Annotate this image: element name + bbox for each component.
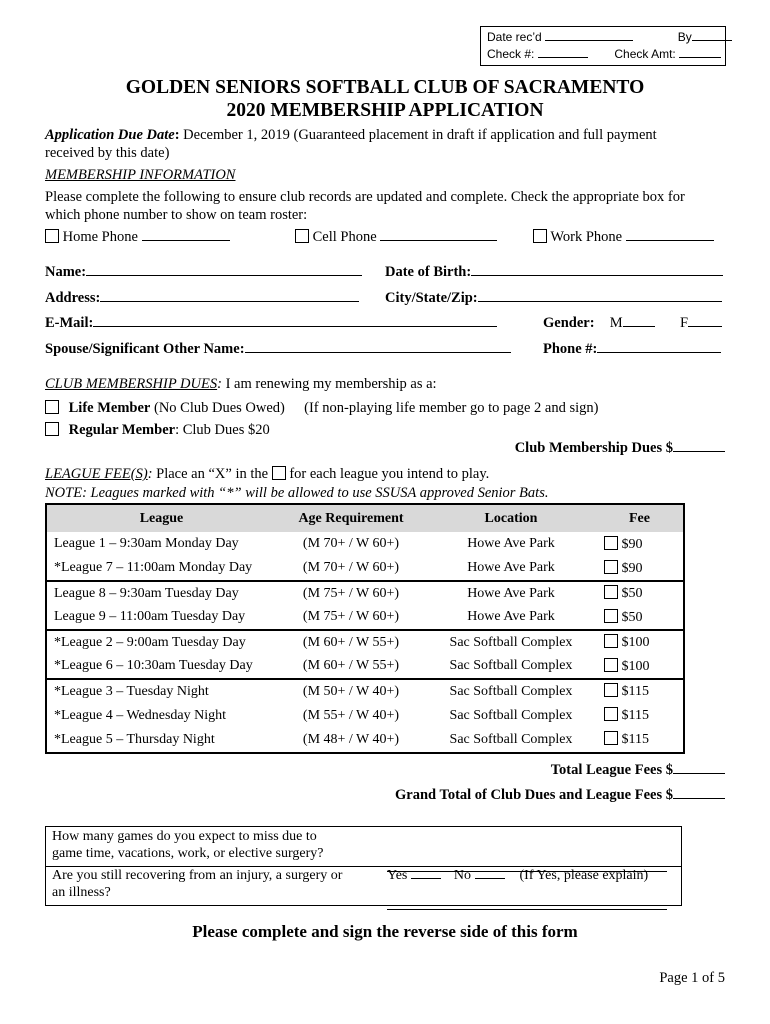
league-location: Howe Ave Park — [426, 581, 596, 606]
due-date-text: December 1, 2019 (Guaranteed placement in draft if application and full payment — [183, 127, 657, 143]
col-fee: Fee — [629, 510, 650, 526]
table-row — [46, 655, 684, 680]
membership-heading: MEMBERSHIP INFORMATION — [45, 167, 236, 183]
address-label: Address: — [45, 290, 101, 306]
spouse-phone-field[interactable] — [597, 352, 721, 353]
league-fee-checkbox[interactable] — [604, 585, 618, 599]
league-fee-checkbox[interactable] — [604, 609, 618, 623]
date-recd-field[interactable] — [545, 40, 633, 41]
gender-m-field[interactable] — [623, 326, 655, 327]
q1-line-1: How many games do you expect to miss due to — [52, 829, 317, 844]
questions-box — [45, 826, 682, 906]
col-location: Location — [484, 510, 538, 526]
q2-yes-no-row — [387, 868, 648, 884]
league-table — [45, 503, 685, 754]
city-state-zip-field[interactable] — [478, 301, 722, 302]
league-fee: $50 — [621, 609, 643, 625]
table-row — [46, 704, 684, 729]
league-fee-checkbox[interactable] — [604, 560, 618, 574]
address-field[interactable] — [100, 301, 359, 302]
club-dues-total-label: Club Membership Dues $ — [514, 440, 673, 456]
grand-total-label: Grand Total of Club Dues and League Fees $ — [395, 787, 673, 803]
cell-phone-option — [295, 229, 497, 246]
table-row — [46, 606, 684, 631]
league-location: Sac Softball Complex — [449, 731, 573, 747]
col-league: League — [139, 510, 184, 526]
league-age: (M 50+ / W 40+) — [276, 679, 426, 704]
life-member-label: Life Member — [68, 400, 151, 416]
league-fee: $115 — [621, 684, 649, 700]
league-fee: $115 — [621, 732, 649, 748]
league-fee-checkbox[interactable] — [604, 536, 618, 550]
page-number: Page 1 of 5 — [659, 970, 725, 986]
cell-phone-field[interactable] — [380, 240, 497, 241]
league-age: (M 60+ / W 55+) — [276, 630, 426, 655]
league-fees-instr-box — [272, 466, 286, 480]
city-state-zip-row — [385, 290, 722, 307]
q2-yes-field[interactable] — [411, 878, 441, 879]
sign-reverse-note: Please complete and sign the reverse side of this form — [192, 922, 578, 941]
dues-renewing-text: I am renewing my membership as a: — [225, 376, 437, 392]
league-name: *League 7 – 11:00am Monday Day — [54, 560, 253, 576]
league-age: (M 48+ / W 40+) — [302, 731, 400, 747]
league-fee: $115 — [621, 708, 649, 724]
league-age: (M 75+ / W 60+) — [276, 581, 426, 606]
q2-line-1: Are you still recovering from an injury, a surgery or — [52, 868, 343, 883]
gender-f-field[interactable] — [688, 326, 722, 327]
work-phone-label: Work Phone — [550, 229, 623, 245]
by-label: By — [677, 30, 692, 44]
address-row — [45, 290, 359, 307]
league-fees-heading-row — [45, 466, 489, 483]
league-name: League 8 – 9:30am Tuesday Day — [46, 581, 276, 606]
name-row — [45, 264, 362, 281]
league-age: (M 75+ / W 60+) — [302, 609, 400, 625]
total-league-fees-label: Total League Fees $ — [550, 762, 673, 778]
work-phone-field[interactable] — [626, 240, 714, 241]
league-name: League 9 – 11:00am Tuesday Day — [54, 609, 246, 625]
league-age: (M 70+ / W 60+) — [302, 536, 400, 552]
check-amt-field[interactable] — [679, 57, 721, 58]
dob-row — [385, 264, 723, 281]
life-member-checkbox[interactable] — [45, 400, 59, 414]
by-field[interactable] — [692, 40, 732, 41]
table-row — [46, 630, 684, 655]
life-member-option — [45, 400, 598, 417]
due-date-label: Application Due Date — [45, 127, 175, 143]
q2-line-2: an illness? — [52, 885, 111, 900]
due-date-colon: : — [174, 127, 180, 143]
league-location: Howe Ave Park — [467, 560, 555, 576]
league-fee: $100 — [621, 635, 650, 651]
email-row — [45, 315, 497, 332]
dues-heading: CLUB MEMBERSHIP DUES — [45, 376, 218, 392]
league-location: Sac Softball Complex — [426, 679, 596, 704]
league-fee-checkbox[interactable] — [604, 683, 618, 697]
office-row-2 — [487, 47, 721, 61]
gender-f-label: F — [679, 315, 689, 331]
gender-m-label: M — [609, 315, 623, 331]
grand-total-field[interactable] — [673, 798, 725, 799]
league-fees-note: NOTE: Leagues marked with “*” will be allowed to use SSUSA approved Senior Bats. — [45, 485, 549, 501]
life-member-extra: (If non-playing life member go to page 2 and sign) — [304, 400, 599, 416]
membership-instructions-2: which phone number to show on team roster: — [45, 207, 308, 223]
spouse-phone-label: Phone #: — [543, 341, 598, 357]
q2-no-field[interactable] — [475, 878, 505, 879]
league-fee: $90 — [621, 536, 643, 552]
q1-line-2: game time, vacations, work, or elective surgery? — [52, 846, 324, 861]
table-row — [46, 728, 684, 753]
regular-member-note: : Club Dues $20 — [175, 422, 270, 438]
league-name: *League 6 – 10:30am Tuesday Day — [54, 658, 253, 674]
club-dues-total-field[interactable] — [673, 451, 725, 452]
email-label: E-Mail: — [45, 315, 94, 331]
league-age: (M 60+ / W 55+) — [302, 658, 400, 674]
total-league-fees-field[interactable] — [673, 773, 725, 774]
questions-divider — [46, 866, 681, 867]
due-date-line-2: received by this date) — [45, 145, 170, 161]
league-location: Sac Softball Complex — [449, 707, 573, 723]
league-age: (M 70+ / W 60+) — [302, 560, 400, 576]
q2-yes-label: Yes — [387, 868, 408, 883]
league-fees-instr-after: for each league you intend to play. — [289, 466, 490, 482]
total-league-fees-row — [551, 762, 725, 779]
league-fee-checkbox[interactable] — [604, 634, 618, 648]
dob-label: Date of Birth: — [385, 264, 472, 280]
league-fees-heading: LEAGUE FEE(S) — [45, 466, 148, 482]
league-name: *League 4 – Wednesday Night — [54, 707, 227, 723]
club-title: GOLDEN SENIORS SOFTBALL CLUB OF SACRAMENTO — [125, 77, 645, 98]
spouse-field[interactable] — [245, 352, 511, 353]
spouse-label: Spouse/Significant Other Name: — [45, 341, 245, 357]
table-row — [46, 679, 684, 704]
league-location: Sac Softball Complex — [426, 630, 596, 655]
name-field[interactable] — [86, 275, 362, 276]
table-row — [46, 532, 684, 557]
league-location: Howe Ave Park — [467, 609, 555, 625]
league-fee: $50 — [621, 586, 643, 602]
league-location: Howe Ave Park — [467, 536, 555, 552]
q2-no-label: No — [453, 868, 471, 883]
league-fees-heading-colon: : — [147, 466, 153, 482]
league-name: League 1 – 9:30am Monday Day — [54, 536, 239, 552]
q2-explain-note: (If Yes, please explain) — [519, 868, 649, 883]
regular-member-option — [45, 422, 270, 439]
league-location: Sac Softball Complex — [449, 658, 573, 674]
email-field[interactable] — [93, 326, 497, 327]
league-fee: $90 — [621, 560, 643, 576]
dob-field[interactable] — [471, 275, 723, 276]
league-name: *League 5 – Thursday Night — [54, 731, 215, 747]
league-table-header — [46, 504, 684, 532]
home-phone-checkbox[interactable] — [45, 229, 59, 243]
table-row — [46, 557, 684, 582]
league-fee-checkbox[interactable] — [604, 658, 618, 672]
name-label: Name: — [45, 264, 87, 280]
home-phone-option — [45, 229, 230, 246]
col-age: Age Requirement — [298, 510, 404, 526]
league-name: *League 2 – 9:00am Tuesday Day — [46, 630, 276, 655]
office-row-1 — [487, 30, 732, 44]
life-member-note: (No Club Dues Owed) — [153, 400, 285, 416]
league-fee-checkbox[interactable] — [604, 731, 618, 745]
cell-phone-label: Cell Phone — [312, 229, 377, 245]
regular-member-checkbox[interactable] — [45, 422, 59, 436]
date-recd-label: Date rec’d — [487, 30, 542, 44]
gender-row — [543, 315, 722, 332]
club-dues-total-row — [515, 440, 725, 457]
regular-member-label: Regular Member — [68, 422, 176, 438]
home-phone-label: Home Phone — [62, 229, 138, 245]
dues-heading-row — [45, 376, 437, 393]
dues-heading-colon: : — [217, 376, 222, 392]
form-title: 2020 MEMBERSHIP APPLICATION — [226, 100, 544, 121]
membership-instructions-1: Please complete the following to ensure club records are updated and complete. Check the appropriate box for — [45, 189, 685, 205]
spouse-row — [45, 341, 511, 358]
office-use-box — [480, 26, 726, 66]
q2-explain-field[interactable] — [387, 899, 667, 915]
cell-phone-checkbox[interactable] — [295, 229, 309, 243]
league-fee: $100 — [621, 658, 650, 674]
league-age: (M 55+ / W 40+) — [302, 707, 400, 723]
check-no-label: Check #: — [487, 47, 535, 61]
gender-label: Gender: — [543, 315, 595, 331]
check-amt-label: Check Amt: — [614, 47, 676, 61]
league-name: *League 3 – Tuesday Night — [46, 679, 276, 704]
work-phone-checkbox[interactable] — [533, 229, 547, 243]
city-state-zip-label: City/State/Zip: — [385, 290, 478, 306]
work-phone-option — [533, 229, 714, 246]
table-row — [46, 581, 684, 606]
league-fees-instr-before: Place an “X” in the — [156, 466, 269, 482]
home-phone-field[interactable] — [142, 240, 230, 241]
due-date-line-1 — [45, 127, 657, 144]
check-no-field[interactable] — [538, 57, 588, 58]
league-fee-checkbox[interactable] — [604, 707, 618, 721]
spouse-phone-row — [543, 341, 721, 358]
grand-total-row — [395, 787, 725, 804]
